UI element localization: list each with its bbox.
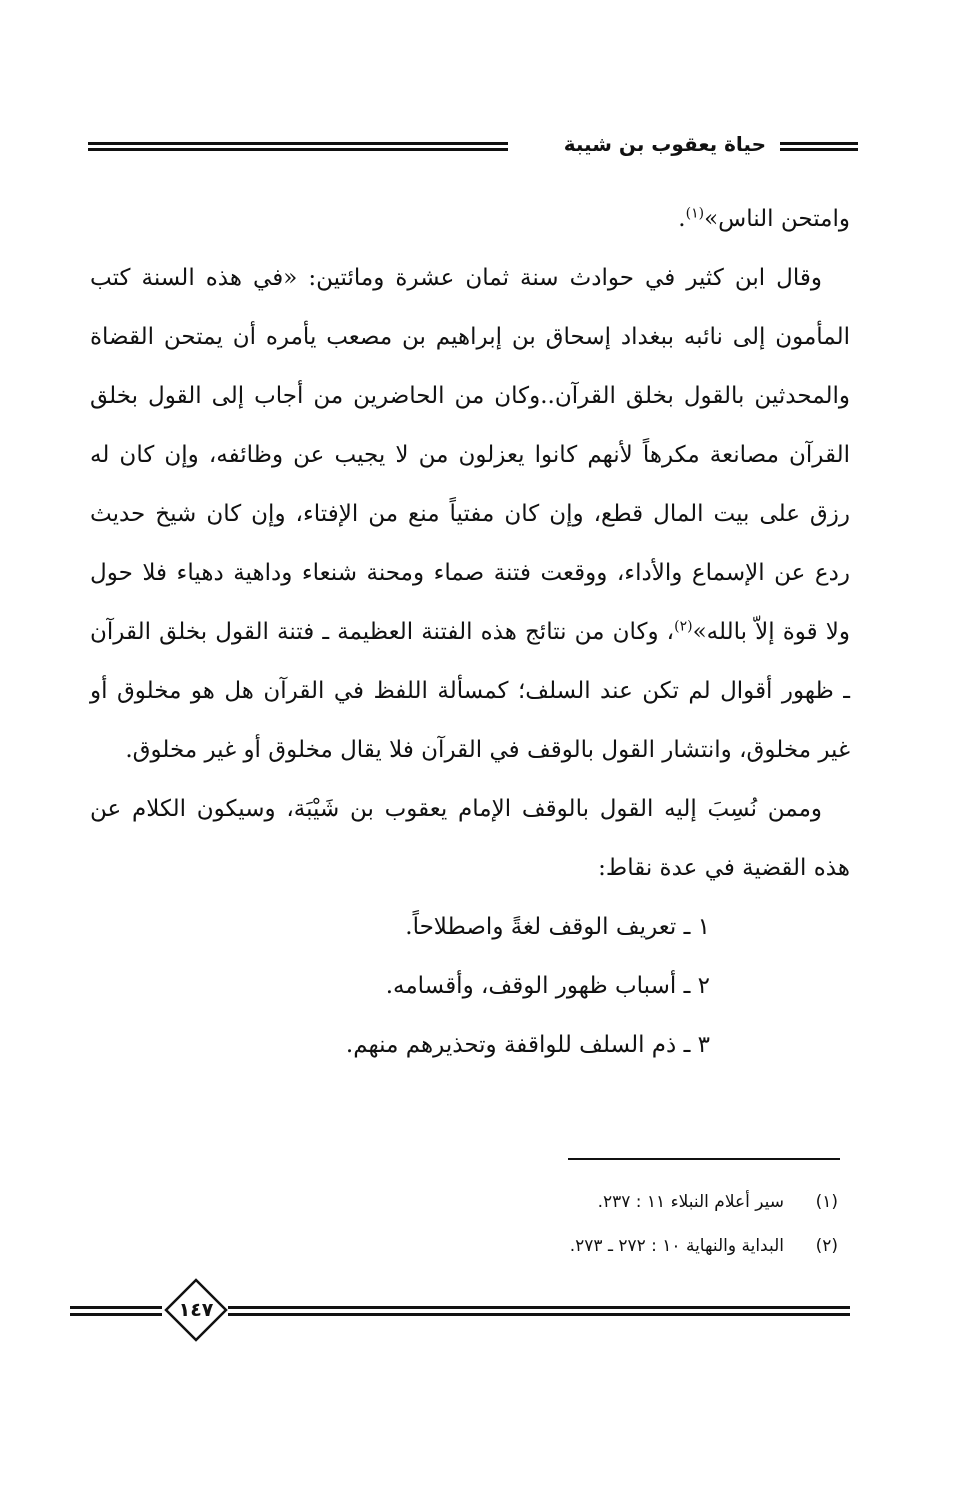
footer-rule-right xyxy=(228,1306,850,1316)
list-item: ٢ ـ أسباب ظهور الوقف، وأقسامه. xyxy=(385,973,710,999)
page-number: ١٤٧ xyxy=(178,1299,214,1321)
list-item: ١ ـ تعريف الوقف لغةً واصطلاحاً. xyxy=(405,914,710,940)
footnote-ref-2[interactable]: (٢) xyxy=(674,618,693,635)
header-title: حياة يعقوب بن شيبة xyxy=(563,132,766,156)
footnote-number: (٢) xyxy=(815,1236,838,1256)
header-rule-right xyxy=(780,142,858,151)
paragraph-ibn-kathir xyxy=(90,249,850,780)
footnote-number: (١) xyxy=(815,1192,838,1212)
page-footer xyxy=(70,1276,850,1348)
body-text xyxy=(90,190,850,1075)
footnotes xyxy=(570,1180,838,1268)
footnote-text: البداية والنهاية ١٠ : ٢٧٢ ـ ٢٧٣. xyxy=(569,1236,784,1256)
running-header xyxy=(88,128,858,160)
footnote-1 xyxy=(570,1180,838,1224)
header-rule-left xyxy=(88,142,508,151)
paragraph-quote-end: وامتحن الناس»$^{(١)}$. xyxy=(678,205,850,232)
paragraph-ibn-kathir-part2: ، وكان من نتائج هذه الفتنة العظيمة ـ فتنة القول بخلق القرآن ـ ظهور أقوال لم تكن عند السلف؛ كمسألة اللفظ في القرآن هل هو مخلوق أو غير مخلوق، وانتشار القول بالوقف في القرآن فلا يقال مخلوق أو غير مخلوق. xyxy=(90,619,850,763)
footnote-separator xyxy=(568,1158,840,1160)
footnote-text: سير أعلام النبلاء ١١ : ٢٣٧. xyxy=(597,1192,784,1212)
quote-end-text: وامتحن الناس» xyxy=(704,206,850,232)
footer-rule-left xyxy=(70,1306,162,1316)
footnote-2 xyxy=(570,1224,838,1268)
paragraph-ibn-kathir-part1: وقال ابن كثير في حوادث سنة ثمان عشرة ومائتين: «في هذه السنة كتب المأمون إلى نائبه ببغداد إسحاق بن إبراهيم بن مصعب يأمره أن يمتحن القضاة والمحدثين بالقول بخلق القرآن..وكان من الحاضرين من أجاب إلى القول بخلق القرآن مصانعة مكرهاً لأنهم كانوا يعزلون من لا يجيب عن وظائفه، وإن كان له رزق على بيت المال قطع، وإن كان مفتياً منع من الإفتاء، وإن كان شيخ حديث ردع عن الإسماع والأداء، ووقعت فتنة صماء ومحنة شنعاء وداهية دهياء فلا حول ولا قوة إلاّ بالله» xyxy=(90,265,850,645)
list-item: ٣ ـ ذم السلف للواقفة وتحذيرهم منهم. xyxy=(345,1032,710,1058)
paragraph-waqf-intro: وممن نُسِبَ إليه القول بالوقف الإمام يعقوب بن شَيْبَة، وسيكون الكلام عن هذه القضية في عدة نقاط: xyxy=(90,796,850,881)
footnote-ref-1[interactable]: (١) xyxy=(685,205,705,222)
